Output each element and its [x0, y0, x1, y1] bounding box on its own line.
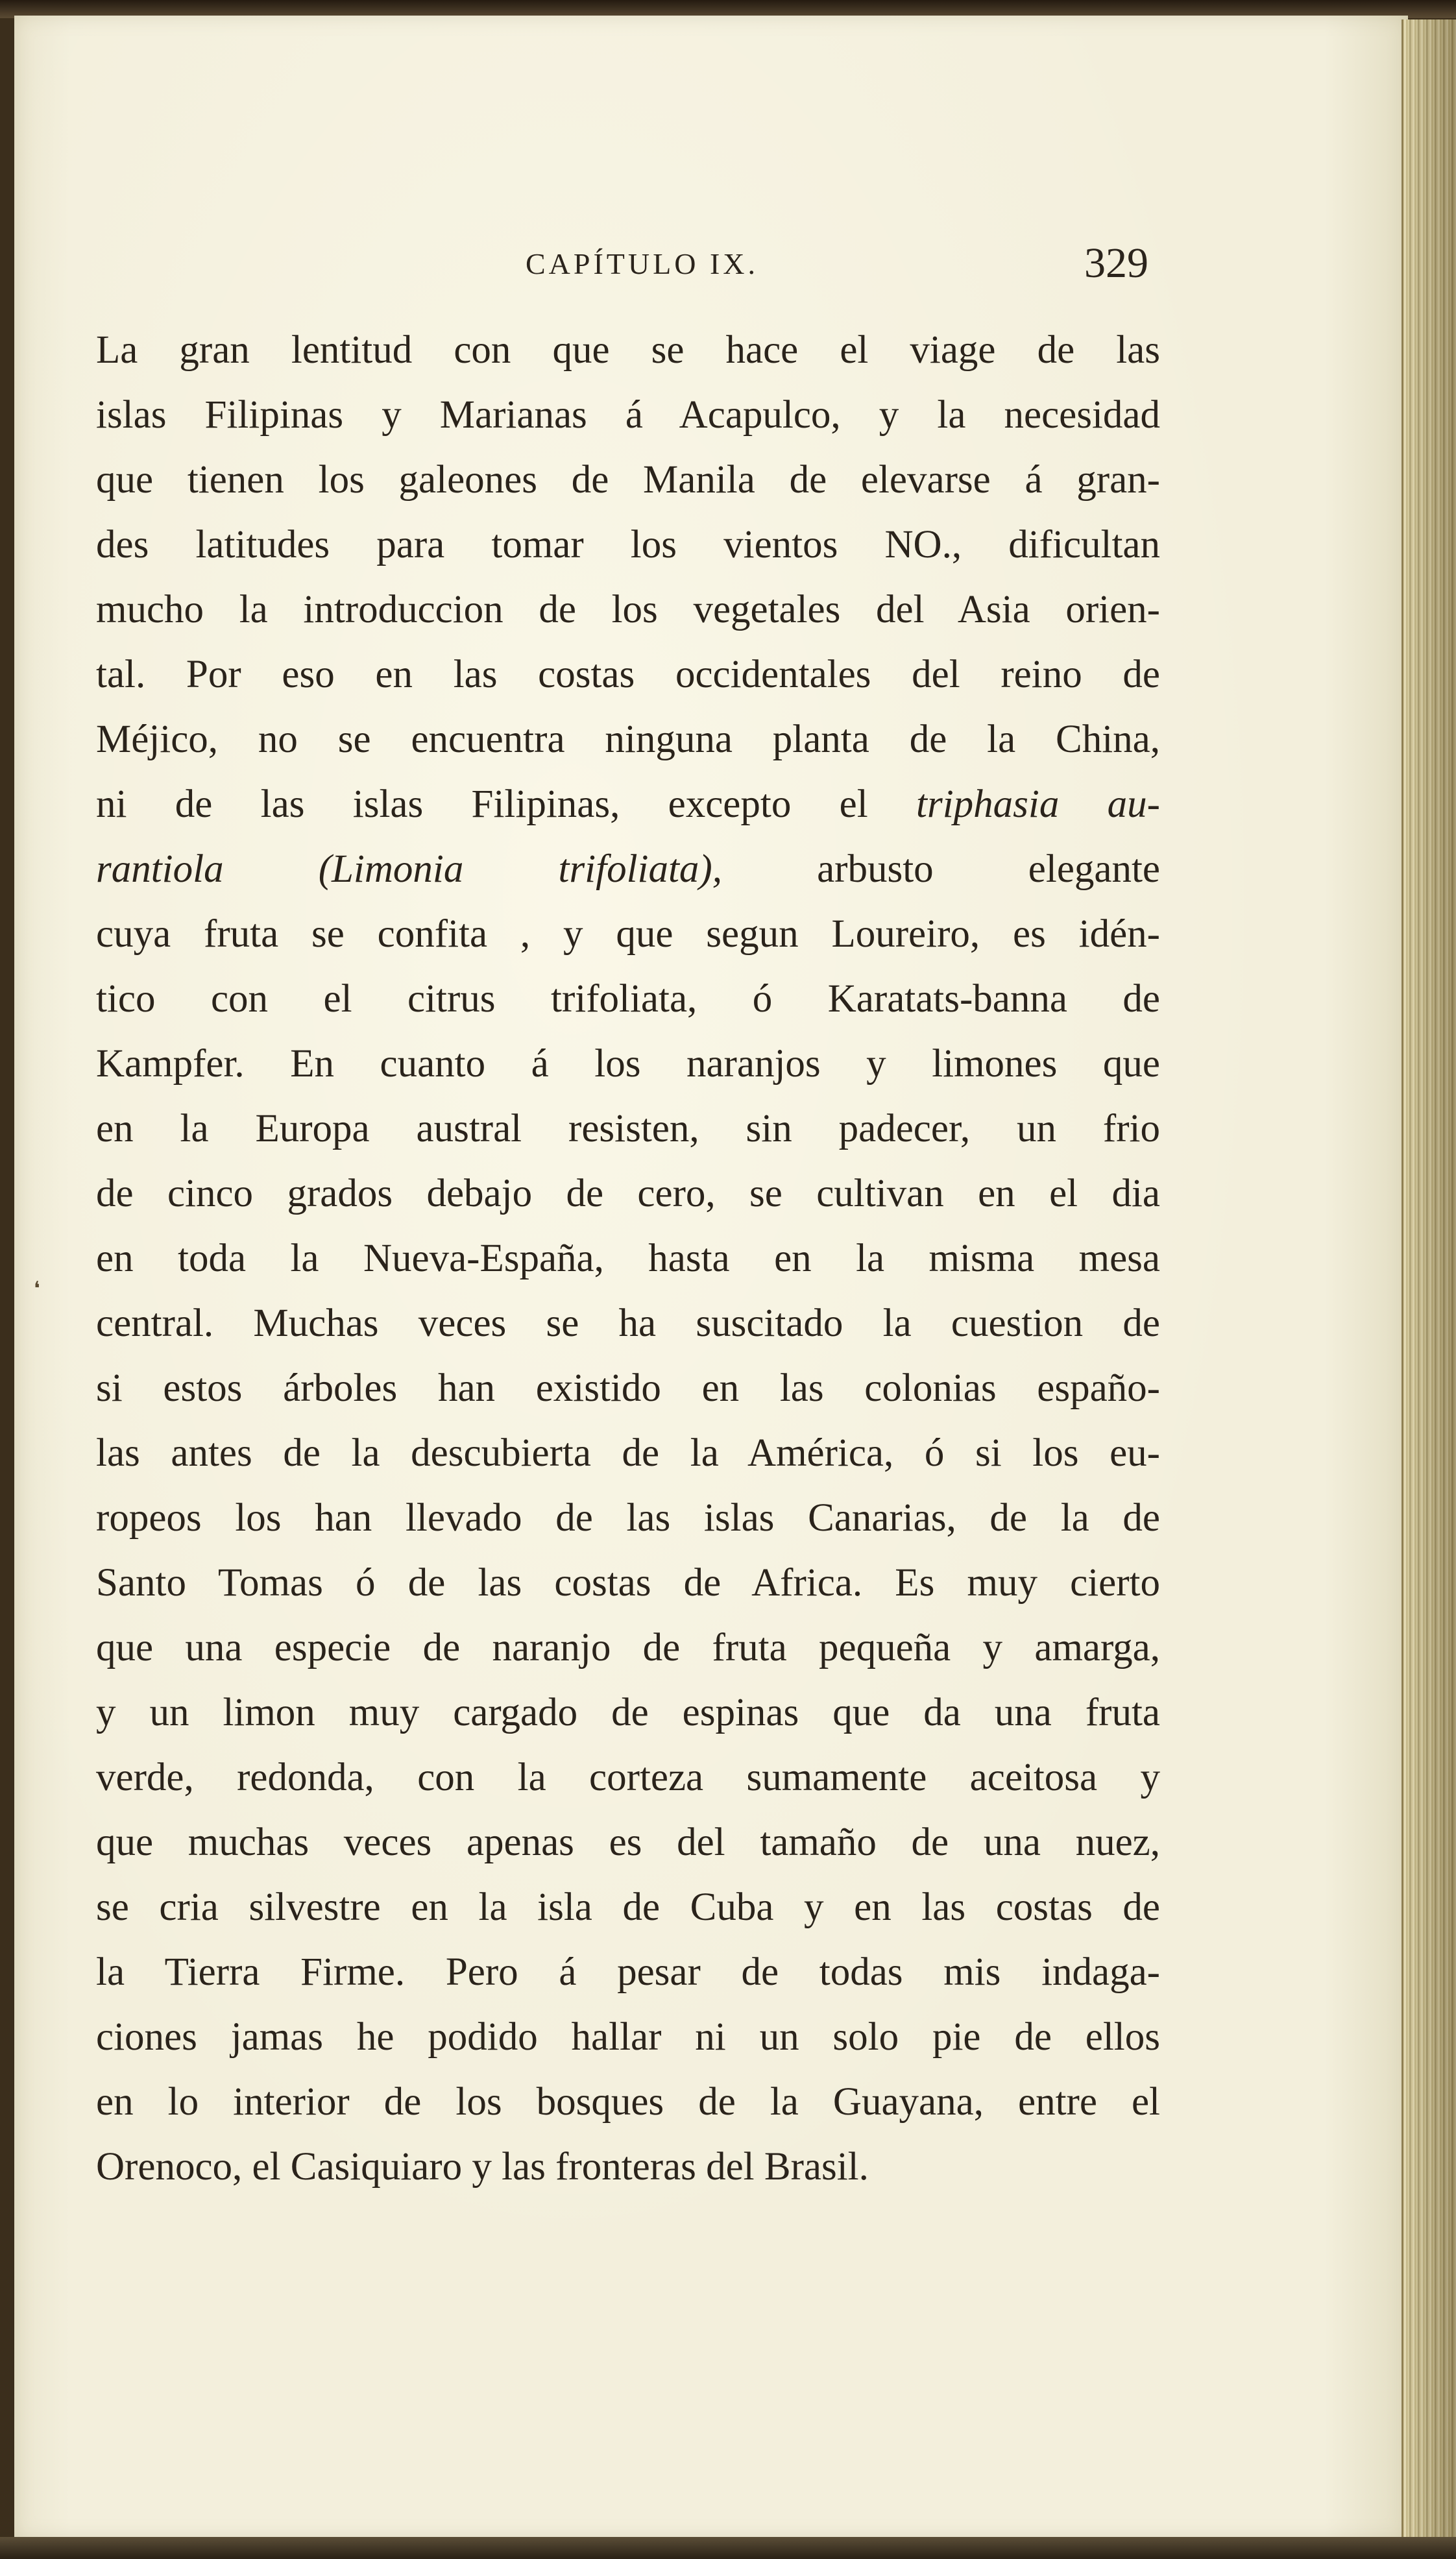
text-line: des latitudes para tomar los vientos NO., dificultan — [96, 523, 1160, 566]
text-line: y un limon muy cargado de espinas que da una fruta — [96, 1691, 1160, 1734]
text-line: tico con el citrus trifoliata, ó Karatats-banna de — [96, 977, 1160, 1021]
text-line: Méjico, no se encuentra ninguna planta de la China, — [96, 718, 1160, 761]
text-line: ciones jamas he podido hallar ni un solo pie de ellos — [96, 2015, 1160, 2059]
text-line: se cria silvestre en la isla de Cuba y en las costas de — [96, 1886, 1160, 1929]
text-line: mucho la introduccion de los vegetales del Asia orien- — [96, 588, 1160, 631]
text-line: en lo interior de los bosques de la Guayana, entre el — [96, 2080, 1160, 2124]
text-line: que muchas veces apenas es del tamaño de una nuez, — [96, 1821, 1160, 1864]
roman-text: ni de las islas Filipinas, excepto el — [96, 782, 868, 826]
page-block-edges — [1401, 19, 1456, 2537]
text-line: que tienen los galeones de Manila de elevarse á gran- — [96, 458, 1160, 502]
margin-mark: ❛ — [34, 1278, 40, 1300]
italic-term: rantiola (Limonia trifoliata), — [96, 847, 722, 891]
body-text — [96, 318, 1160, 2200]
text-line-mixed — [96, 772, 1160, 837]
text-line: que una especie de naranjo de fruta pequeña y amarga, — [96, 1626, 1160, 1669]
text-line: la Tierra Firme. Pero á pesar de todas mis indaga- — [96, 1950, 1160, 1994]
page-header — [195, 240, 1148, 298]
text-line: verde, redonda, con la corteza sumamente aceitosa y — [96, 1756, 1160, 1799]
text-line: La gran lentitud con que se hace el viage de las — [96, 328, 1160, 372]
text-line: cuya fruta se confita , y que segun Loureiro, es idén- — [96, 912, 1160, 956]
text-line: tal. Por eso en las costas occidentales del reino de — [96, 653, 1160, 696]
running-head: CAPÍTULO IX. — [526, 247, 758, 280]
text-line: central. Muchas veces se ha suscitado la cuestion de — [96, 1302, 1160, 1345]
text-line-last: Orenoco, el Casiquiaro y las fronteras del Brasil. — [96, 2145, 869, 2189]
page-number: 329 — [1084, 239, 1148, 287]
text-line-mixed — [96, 837, 1160, 902]
roman-text: arbusto elegante — [817, 847, 1160, 891]
italic-term: triphasia au- — [916, 782, 1160, 826]
text-line: Kampfer. En cuanto á los naranjos y limones que — [96, 1042, 1160, 1085]
text-line: islas Filipinas y Marianas á Acapulco, y la necesidad — [96, 393, 1160, 437]
text-line: ropeos los han llevado de las islas Canarias, de la de — [96, 1496, 1160, 1540]
text-line: de cinco grados debajo de cero, se cultivan en el dia — [96, 1172, 1160, 1215]
text-line: Santo Tomas ó de las costas de Africa. Es muy cierto — [96, 1561, 1160, 1605]
bottom-edge-shadow — [0, 2537, 1456, 2559]
text-line: si estos árboles han existido en las colonias españo- — [96, 1366, 1160, 1410]
text-line: en la Europa austral resisten, sin padecer, un frio — [96, 1107, 1160, 1150]
text-line: las antes de la descubierta de la América, ó si los eu- — [96, 1431, 1160, 1475]
text-line: en toda la Nueva-España, hasta en la misma mesa — [96, 1237, 1160, 1280]
